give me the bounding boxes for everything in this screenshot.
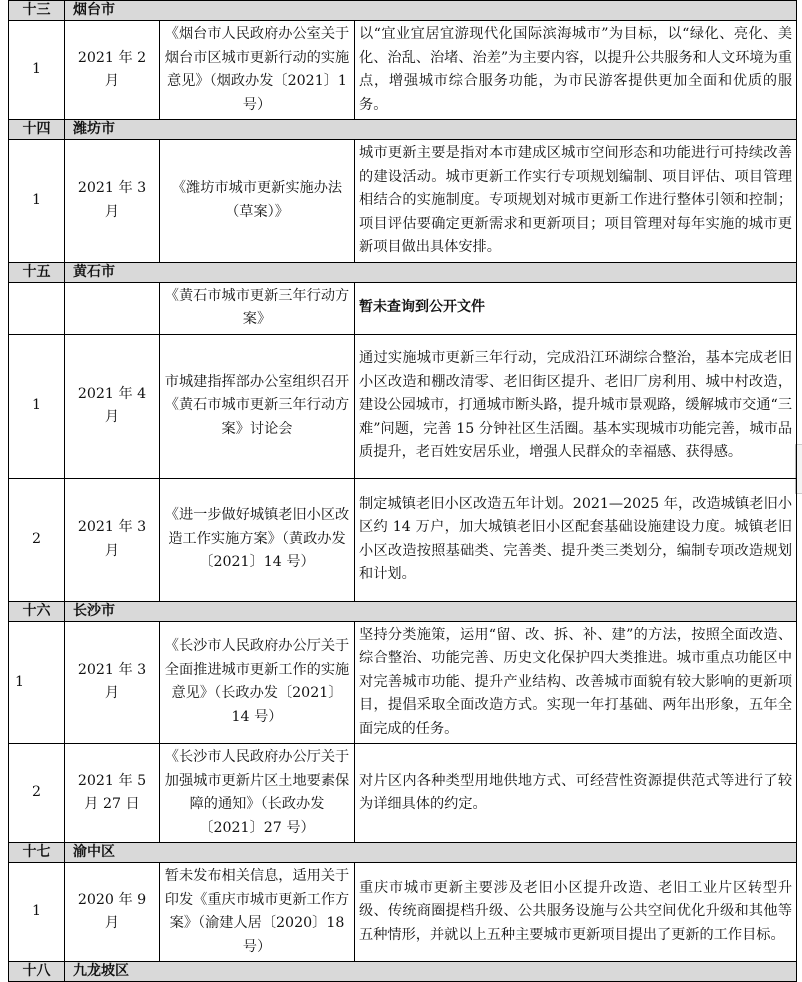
row-date: 2021 年 4 月 bbox=[65, 334, 160, 478]
row-index: 2 bbox=[9, 478, 65, 601]
section-number: 十八 bbox=[9, 962, 65, 982]
table-row bbox=[9, 140, 797, 263]
row-date bbox=[65, 282, 160, 334]
row-index bbox=[9, 282, 65, 334]
section-header-yantai bbox=[9, 1, 797, 21]
section-number: 十六 bbox=[9, 601, 65, 621]
table-row bbox=[9, 478, 797, 601]
row-document: 《长沙市人民政府办公厅关于加强城市更新片区土地要素保障的通知》（长政办发〔2021〕27 号） bbox=[160, 744, 355, 843]
section-city: 渝中区 bbox=[65, 843, 797, 863]
row-date: 2020 年 9 月 bbox=[65, 863, 160, 962]
section-city: 长沙市 bbox=[65, 601, 797, 621]
row-description: 通过实施城市更新三年行动，完成沿江环湖综合整治，基本完成老旧小区改造和棚改清零、老旧街区提升、老旧厂房利用、城中村改造，建设公园城市，打通城市断头路，提升城市景观路，缓解城市交通“三难”问题，完善 15 分钟社区生活圈。基本实现城市功能完善，城市品质提升，老百姓安居乐业，增强人民群众的幸福感、获得感。 bbox=[355, 334, 797, 478]
row-date: 2021 年 2 月 bbox=[65, 21, 160, 120]
row-description: 重庆市城市更新主要涉及老旧小区提升改造、老旧工业片区转型升级、传统商圈提档升级、公共服务设施与公共空间优化升级和其他等五种情形，并就以上五种主要城市更新项目提出了更新的工作目标。 bbox=[355, 863, 797, 962]
row-description: 城市更新主要是指对本市建成区城市空间形态和功能进行可持续改善的建设活动。城市更新工作实行专项规划编制、项目评估、项目管理相结合的实施制度。专项规划对城市更新工作进行整体引领和控制；项目评估要确定更新需求和更新项目；项目管理对每年实施的城市更新项目做出具体安排。 bbox=[355, 140, 797, 263]
row-index: 1 bbox=[9, 621, 65, 744]
row-document: 暂未发布相关信息，适用关于印发《重庆市城市更新工作方案》（渝建人居〔2020〕18 号） bbox=[160, 863, 355, 962]
row-document: 《进一步做好城镇老旧小区改造工作实施方案》（黄政办发〔2021〕14 号） bbox=[160, 478, 355, 601]
row-description: 制定城镇老旧小区改造五年计划。2021—2025 年，改造城镇老旧小区约 14 万户，加大城镇老旧小区配套基础设施建设力度。城镇老旧小区改造按照基础类、完善类、提升类三类划分，编制专项改造规划和计划。 bbox=[355, 478, 797, 601]
section-number: 十四 bbox=[9, 120, 65, 140]
row-index: 2 bbox=[9, 744, 65, 843]
city-renewal-policy-table bbox=[8, 0, 797, 982]
row-document: 《长沙市人民政府办公厅关于全面推进城市更新工作的实施意见》（长政办发〔2021〕14 号） bbox=[160, 621, 355, 744]
row-description: 暂未查询到公开文件 bbox=[355, 282, 797, 334]
row-document: 《潍坊市城市更新实施办法（草案）》 bbox=[160, 140, 355, 263]
row-index: 1 bbox=[9, 140, 65, 263]
row-document: 《黄石市城市更新三年行动方案》 bbox=[160, 282, 355, 334]
section-city: 九龙坡区 bbox=[65, 962, 797, 982]
table-row bbox=[9, 282, 797, 334]
row-description: 坚持分类施策，运用“留、改、拆、补、建”的方法，按照全面改造、综合整治、功能完善、历史文化保护四大类推进。城市重点功能区中对完善城市功能、提升产业结构、改善城市面貌有较大影响的更新项目，提倡采取全面改造方式。实现一年打基础、两年出形象，五年全面完成的任务。 bbox=[355, 621, 797, 744]
row-description: 对片区内各种类型用地供地方式、可经营性资源提供范式等进行了较为详细具体的约定。 bbox=[355, 744, 797, 843]
row-index: 1 bbox=[9, 21, 65, 120]
section-header-yuzhong bbox=[9, 843, 797, 863]
row-document: 《烟台市人民政府办公室关于烟台市区城市更新行动的实施意见》（烟政办发〔2021〕1 号） bbox=[160, 21, 355, 120]
row-index: 1 bbox=[9, 334, 65, 478]
table-row bbox=[9, 863, 797, 962]
section-header-changsha bbox=[9, 601, 797, 621]
section-city: 潍坊市 bbox=[65, 120, 797, 140]
section-header-weifang bbox=[9, 120, 797, 140]
section-header-huangshi bbox=[9, 262, 797, 282]
row-date: 2021 年 3 月 bbox=[65, 621, 160, 744]
row-date: 2021 年 3 月 bbox=[65, 140, 160, 263]
section-city: 烟台市 bbox=[65, 1, 797, 21]
section-city: 黄石市 bbox=[65, 262, 797, 282]
table-row bbox=[9, 21, 797, 120]
table-row bbox=[9, 621, 797, 744]
row-document: 市城建指挥部办公室组织召开《黄石市城市更新三年行动方案》讨论会 bbox=[160, 334, 355, 478]
section-number: 十三 bbox=[9, 1, 65, 21]
table-row bbox=[9, 744, 797, 843]
table-row bbox=[9, 334, 797, 478]
row-description: 以“宜业宜居宜游现代化国际滨海城市”为目标，以“绿化、亮化、美化、治乱、治堵、治差”为主要内容，以提升公共服务和人文环境为重点，增强城市综合服务功能，为市民游客提供更加全面和优质的服务。 bbox=[355, 21, 797, 120]
section-header-jiulongpo bbox=[9, 962, 797, 982]
row-date: 2021 年 5 月 27 日 bbox=[65, 744, 160, 843]
row-index: 1 bbox=[9, 863, 65, 962]
section-number: 十七 bbox=[9, 843, 65, 863]
row-date: 2021 年 3 月 bbox=[65, 478, 160, 601]
section-number: 十五 bbox=[9, 262, 65, 282]
